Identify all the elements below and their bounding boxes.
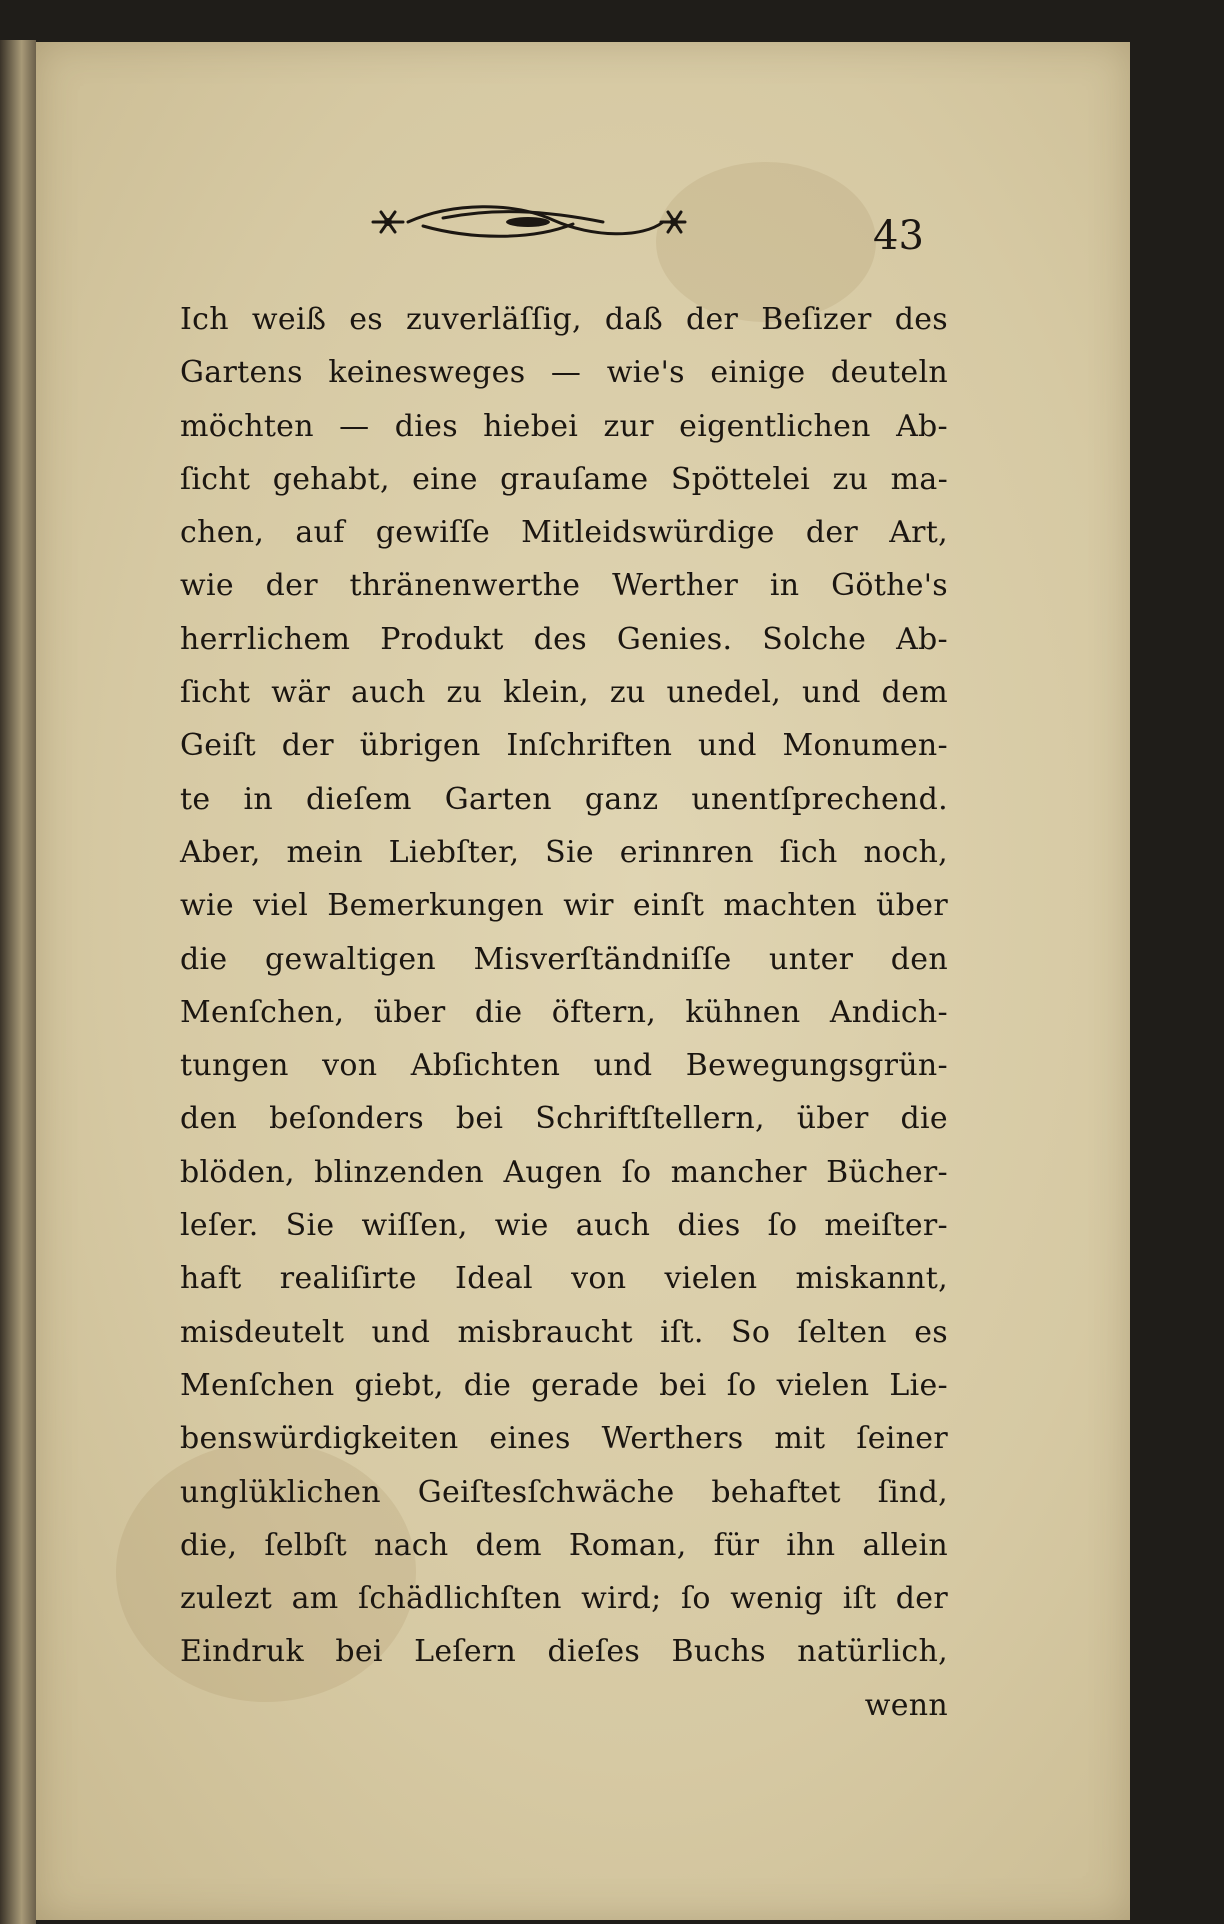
text-line: wie viel Bemerkungen wir einſt machten über: [180, 888, 948, 924]
text-line: wie der thränenwerthe Werther in Göthe's: [180, 568, 948, 604]
text-line: benswürdigkeiten eines Werthers mit ſeiner: [180, 1421, 948, 1457]
text-line: leſer. Sie wiſſen, wie auch dies ſo meiſter-: [180, 1208, 948, 1244]
text-line: möchten — dies hiebei zur eigentlichen Ab-: [180, 408, 948, 444]
text-line: ſicht wär auch zu klein, zu unedel, und dem: [180, 675, 948, 711]
previous-page-edge: [0, 40, 36, 1924]
text-line: blöden, blinzenden Augen ſo mancher Bücher-: [180, 1154, 948, 1190]
text-line: te in dieſem Garten ganz unentſprechend.: [180, 781, 948, 817]
text-line: zulezt am ſchädlichſten wird; ſo wenig iſt der: [180, 1581, 948, 1617]
text-line: unglüklichen Geiſtesſchwäche behaftet ſind,: [180, 1474, 948, 1510]
text-line: chen, auf gewiſſe Mitleidswürdige der Art,: [180, 515, 948, 551]
text-line: herrlichem Produkt des Genies. Solche Ab-: [180, 621, 948, 657]
decorative-vignette-icon: [363, 182, 693, 262]
text-line: misdeutelt und misbraucht iſt. So ſelten es: [180, 1314, 948, 1350]
text-line: tungen von Abſichten und Bewegungsgrün-: [180, 1048, 948, 1084]
page-number: 43: [873, 213, 924, 259]
text-line: den beſonders bei Schriftſtellern, über die: [180, 1101, 948, 1137]
text-line: Eindruk bei Leſern dieſes Buchs natürlich,: [180, 1634, 948, 1670]
text-line: die, ſelbſt nach dem Roman, für ihn allein: [180, 1527, 948, 1563]
text-line: Aber, mein Liebſter, Sie erinnren ſich noch,: [180, 834, 948, 870]
text-line: ſicht gehabt, eine grauſame Spöttelei zu ma-: [180, 461, 948, 497]
text-line: haft realiſirte Ideal von vielen miskannt,: [180, 1261, 948, 1297]
text-line: Geiſt der übrigen Inſchriften und Monumen-: [180, 728, 948, 764]
text-line: Ich weiß es zuverläſſig, daß der Beſizer des: [180, 302, 948, 337]
text-line: Menſchen, über die öftern, kühnen Andich-: [180, 994, 948, 1030]
text-line: die gewaltigen Misverſtändniſſe unter den: [180, 941, 948, 977]
body-text: [180, 293, 948, 1732]
text-line: Gartens keinesweges — wie's einige deuteln: [180, 355, 948, 391]
catchword: wenn: [864, 1687, 948, 1723]
text-line: Menſchen giebt, die gerade bei ſo vielen Lie-: [180, 1367, 948, 1403]
